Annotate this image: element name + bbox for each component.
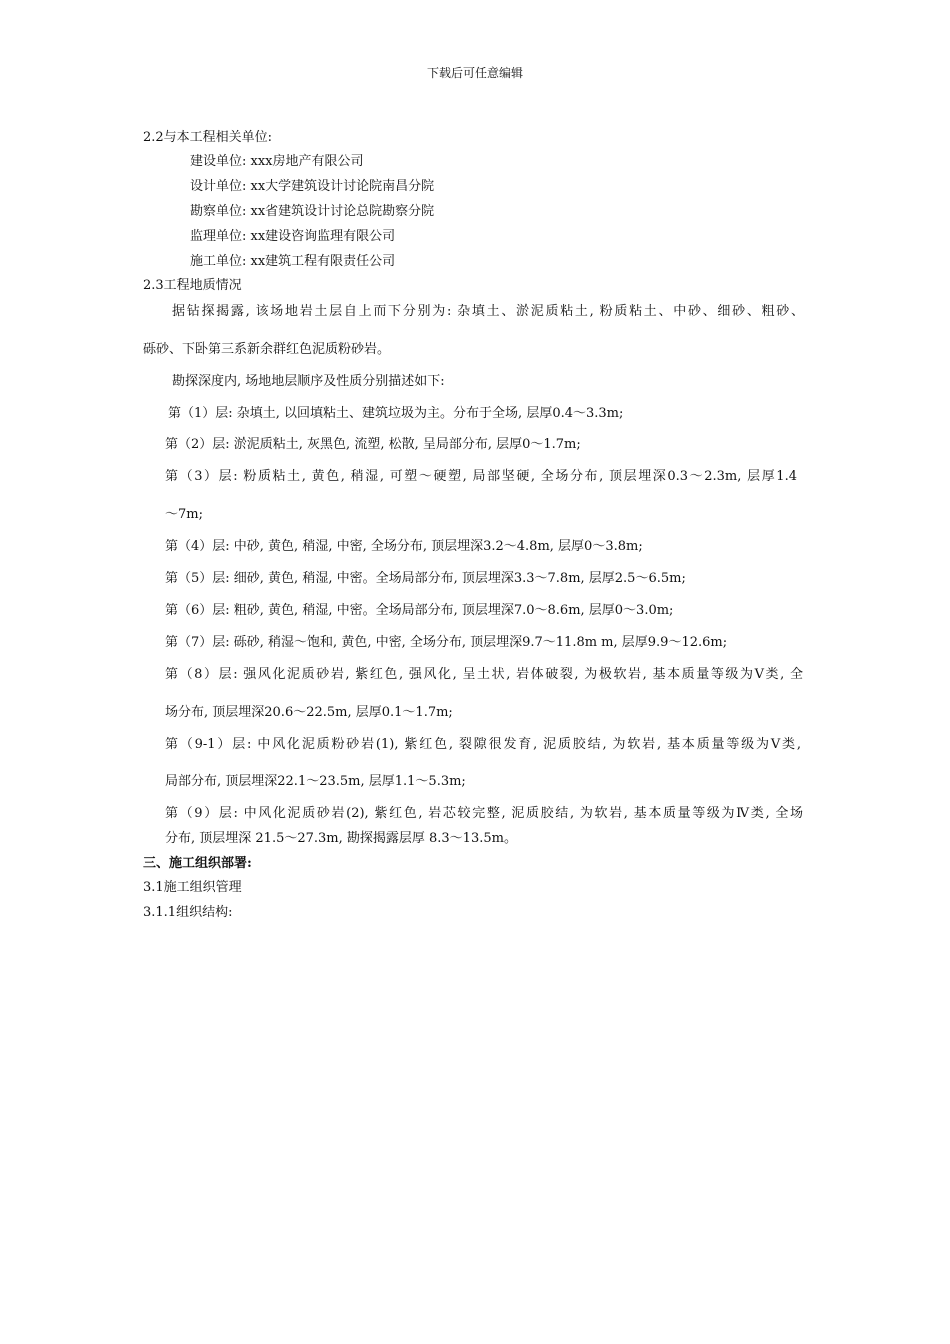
layer-9-1-line2: 局部分布, 顶层埋深22.1～23.5m, 层厚1.1～5.3m; [165,774,466,789]
layer-1: 第（1）层: 杂填土, 以回填粘土、建筑垃圾为主。分布于全场, 层厚0.4～3.3m; [168,406,624,421]
layer-2: 第（2）层: 淤泥质粘土, 灰黑色, 流塑, 松散, 呈局部分布, 层厚0～1.7m; [165,437,581,452]
geology-intro-line1: 据钻探揭露, 该场地岩土层自上而下分别为: 杂填土、淤泥质粘土, 粉质粘土、中砂、细砂、粗砂、 [172,304,804,319]
unit-survey: 勘察单位: xx省建筑设计讨论总院勘察分院 [190,204,435,219]
unit-design: 设计单位: xx大学建筑设计讨论院南昌分院 [190,179,435,194]
layer-3-line1: 第（3）层: 粉质粘土, 黄色, 稍湿, 可塑～硬塑, 局部坚硬, 全场分布, 顶层埋深0.3～2.3m, 层厚1.4 [165,469,797,484]
section-3-1-1-heading: 3.1.1组织结构: [143,905,233,920]
section-3-1-heading: 3.1施工组织管理 [143,880,242,895]
section-2-2-heading: 2.2与本工程相关单位: [143,130,273,145]
layer-8-line1: 第（8）层: 强风化泥质砂岩, 紫红色, 强风化, 呈土状, 岩体破裂, 为极软岩, 基本质量等级为Ⅴ类, 全 [165,667,803,682]
layer-9-1-line1: 第（9-1）层: 中风化泥质粉砂岩(1), 紫红色, 裂隙很发育, 泥质胶结, 为软岩, 基本质量等级为Ⅴ类, [165,737,801,752]
layer-9-line2: 分布, 顶层埋深 21.5～27.3m, 勘探揭露层厚 8.3～13.5m。 [165,831,517,846]
layer-6: 第（6）层: 粗砂, 黄色, 稍湿, 中密。全场局部分布, 顶层埋深7.0～8.6m, 层厚0～3.0m; [165,603,674,618]
section-3-heading: 三、施工组织部署: [143,856,252,871]
layer-8-line2: 场分布, 顶层埋深20.6～22.5m, 层厚0.1～1.7m; [165,705,453,720]
section-2-3-heading: 2.3工程地质情况 [143,278,242,293]
layer-7: 第（7）层: 砾砂, 稍湿～饱和, 黄色, 中密, 全场分布, 顶层埋深9.7～11.8m m, 层厚9.9～12.6m; [165,635,728,650]
layer-4: 第（4）层: 中砂, 黄色, 稍湿, 中密, 全场分布, 顶层埋深3.2～4.8m, 层厚0～3.8m; [165,539,643,554]
layer-9-line1: 第（9）层: 中风化泥质砂岩(2), 紫红色, 岩芯较完整, 泥质胶结, 为软岩, 基本质量等级为Ⅳ类, 全场 [165,806,803,821]
unit-supervision: 监理单位: xx建设咨询监理有限公司 [190,229,396,244]
unit-construction: 建设单位: xxx房地产有限公司 [190,154,364,169]
layer-3-line2: ～7m; [165,507,203,522]
page-header: 下载后可任意编辑 [426,66,523,80]
unit-builder: 施工单位: xx建筑工程有限责任公司 [190,254,396,269]
geology-intro-line2: 砾砂、下卧第三系新余群红色泥质粉砂岩。 [143,342,391,357]
geology-description: 勘探深度内, 场地地层顺序及性质分别描述如下: [172,374,445,389]
layer-5: 第（5）层: 细砂, 黄色, 稍湿, 中密。全场局部分布, 顶层埋深3.3～7.8m, 层厚2.5～6.5m; [165,571,686,586]
